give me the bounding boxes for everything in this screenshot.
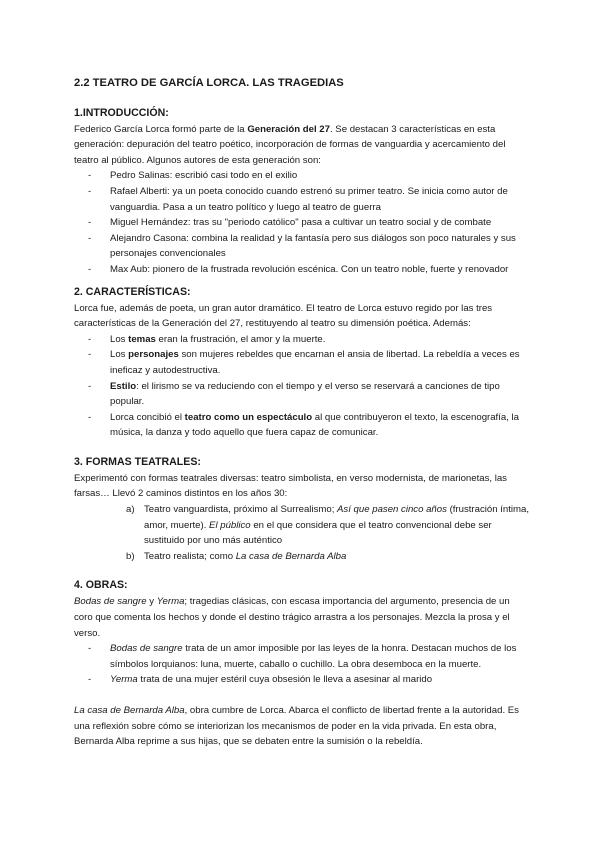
caracteristicas-paragraph: Lorca fue, además de poeta, un gran autor dramático. El teatro de Lorca estuvo regido por las tres características de la Generación del 27, restituyendo al teatro su dimensión poética. Además: [74,302,493,330]
heading-formas-teatrales: 3. FORMAS TEATRALES: [74,455,201,468]
list-item: - Rafael Alberti: ya un poeta conocido cuando estrenó su primer teatro. Se inicia como autor de vanguardia. Pasa a un teatro político y luego al teatro de guerra [88,185,508,213]
bernarda-alba-paragraph: La casa de Bernarda Alba, obra cumbre de Lorca. Abarca el conflicto de libertad frente a la autoridad. Es una reflexión sobre cómo se interiorizan los mecanismos de poder en la vida privada. En esta obra, Bernarda Alba reprime a sus hijas, que se debaten entre la sumisión o la rebeldía. [74,705,519,748]
list-item: - Los temas eran la frustración, el amor y la muerte. [88,333,326,345]
document-page [74,76,530,750]
heading-obras: 4. OBRAS: [74,579,128,592]
list-item: - Bodas de sangre trata de un amor imposible por las leyes de la honra. Destacan muchos de los símbolos lorquianos: luna, muerte, caballo o cuchillo. La obra desemboca en la muerte. [88,643,517,670]
list-item: - Yerma trata de una mujer estéril cuya obsesión le lleva a asesinar al marido [88,674,433,686]
heading-introduccion: 1.INTRODUCCIÓN: [74,106,169,119]
formas-paragraph: Experimentó con formas teatrales diversas: teatro simbolista, en verso modernista, de marionetas, las farsas… Llevó 2 caminos distintos en los años 30: [74,472,507,500]
list-item: - Miguel Hernández: tras su "periodo católico" pasa a cultivar un teatro social y de combate [88,217,492,229]
document-title: 2.2 TEATRO DE GARCÍA LORCA. LAS TRAGEDIAS [74,77,344,89]
obras-paragraph: Bodas de sangre y Yerma; tragedias clásicas, con escasa importancia del argumento, presencia de un coro que comenta los hechos y donde el destino trágico arrastra a los personajes. Mezcla la prosa y el verso. [74,596,510,639]
list-item: - Pedro Salinas: escribió casi todo en el exilio [88,170,298,182]
list-item: - Max Aub: pionero de la frustrada revolución escénica. Con un teatro noble, fuerte y renovador [88,263,509,275]
intro-paragraph: Federico García Lorca formó parte de la Generación del 27. Se destacan 3 características en esta generación: depuración del teatro poético, incorporación de formas de vanguardia y acercamiento del teatro al público. Algunos autores de esta generación son: [74,123,506,166]
list-item: - Alejandro Casona: combina la realidad y la fantasía pero sus diálogos son poco naturales y sus personajes convencionales [88,232,516,260]
heading-caracteristicas: 2. CARACTERÍSTICAS: [74,285,191,298]
list-item: a) Teatro vanguardista, próximo al Surrealismo; Así que pasen cinco años (frustración íntima, amor, muerte). El público en el que considera que el teatro convencional debe ser sustituido por uno más auténtico [126,504,530,547]
list-item: - Lorca concibió el teatro como un espectáculo al que contribuyeron el texto, la escenografía, la música, la danza y todo aquello que fuera capaz de comunicar. [88,411,520,439]
formas-list [74,502,530,564]
list-item: - Estilo: el lirismo se va reduciendo con el tiempo y el verso se reservará a canciones de tipo popular. [88,380,500,408]
authors-list [74,168,530,277]
obras-list [74,641,530,688]
list-item: b) Teatro realista; como La casa de Bernarda Alba [126,550,347,562]
caracteristicas-list [74,332,530,441]
list-item: - Los personajes son mujeres rebeldes que encarnan el ansia de libertad. La rebeldía a veces es ineficaz y autodestructiva. [88,349,520,376]
